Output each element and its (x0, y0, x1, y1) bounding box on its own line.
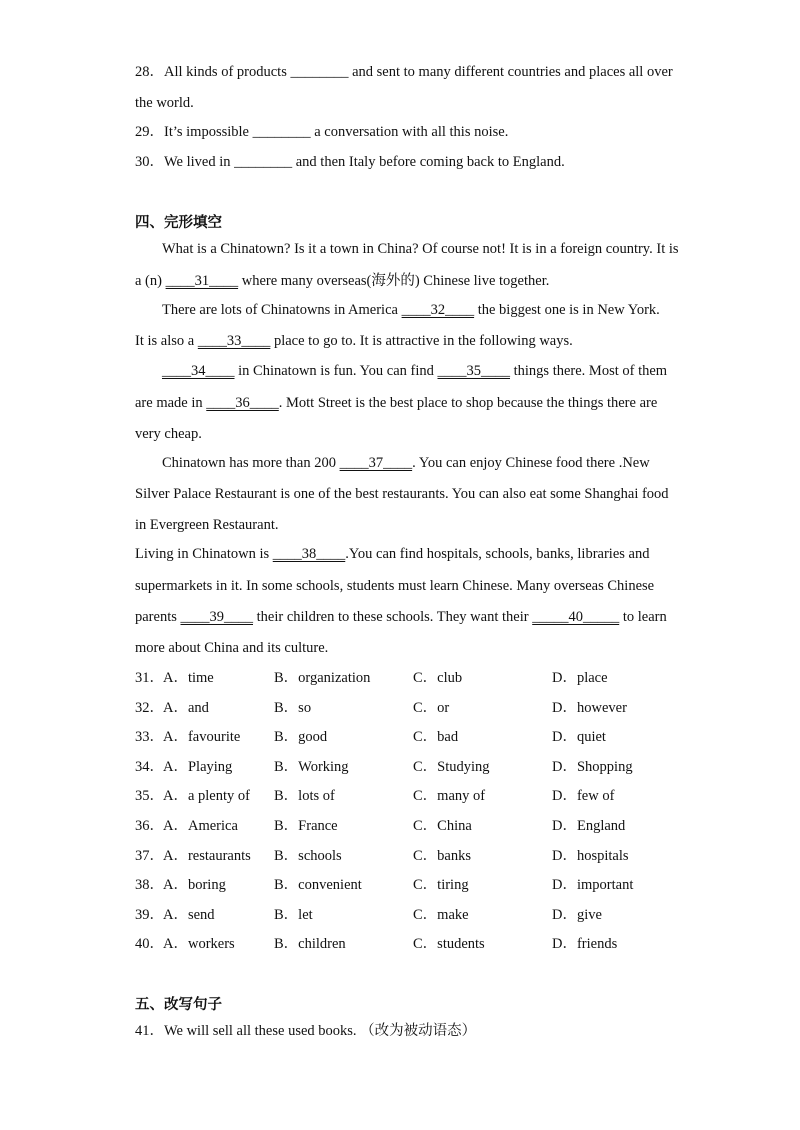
option-a: A．time (163, 670, 214, 686)
blank-34: ____34____ (162, 363, 235, 379)
option-a: A．a plenty of (163, 788, 250, 804)
option-a: A．and (163, 700, 209, 716)
option-d: D．however (552, 700, 627, 716)
text-segment: in Chinatown is fun. You can find (234, 363, 438, 379)
blank-32: ____32____ (401, 302, 475, 318)
question-number: 40． (135, 936, 164, 952)
option-row (135, 934, 695, 954)
option-c: C．tiring (413, 877, 469, 893)
option-c: C．make (413, 907, 469, 923)
passage-p4-line3: in Evergreen Restaurant. (135, 517, 279, 533)
question-29: 29．It’s impossible ________ a conversation with all this noise. (135, 124, 509, 140)
text-segment: are made in (135, 395, 207, 411)
option-c: C．banks (413, 848, 471, 864)
question-number: 36． (135, 818, 164, 834)
passage-p3-line2 (135, 393, 675, 413)
option-d: D．few of (552, 788, 615, 804)
passage-p4-line2: Silver Palace Restaurant is one of the best restaurants. You can also eat some Shanghai food (135, 486, 669, 502)
option-row (135, 816, 695, 836)
option-c: C．bad (413, 729, 459, 745)
option-d: D．place (552, 670, 608, 686)
blank-37: ____37____ (339, 455, 413, 471)
option-a: A．workers (163, 936, 235, 952)
passage-p3-line1 (162, 361, 702, 381)
blank-31: ____31____ (165, 273, 239, 289)
option-b: B．let (274, 907, 313, 923)
text-segment: Chinatown has more than 200 (162, 455, 340, 471)
text-segment: . You can enjoy Chinese food there .New (412, 455, 650, 471)
option-b: B．organization (274, 670, 371, 686)
blank-39: ____39____ (180, 609, 253, 625)
option-row (135, 757, 695, 777)
option-row (135, 727, 695, 747)
passage-p1-line2 (135, 271, 675, 291)
passage-p1-line1: What is a Chinatown? Is it a town in China? Of course not! It is in a foreign country. It is (162, 241, 679, 257)
option-b: B．Working (274, 759, 349, 775)
option-a: A．America (163, 818, 238, 834)
text-segment: things there. Most of them (510, 363, 668, 379)
option-row (135, 905, 695, 925)
option-a: A．Playing (163, 759, 233, 775)
option-d: D．hospitals (552, 848, 629, 864)
passage-p5-line3 (135, 607, 675, 627)
question-28-line2: the world. (135, 95, 194, 111)
passage-p2-line1 (162, 300, 702, 320)
text-segment: There are lots of Chinatowns in America (162, 302, 402, 318)
question-41: 41．We will sell all these used books. （改为被动语态） (135, 1023, 477, 1039)
text-segment: Living in Chinatown is (135, 546, 273, 562)
option-d: D．Shopping (552, 759, 633, 775)
option-a: A．restaurants (163, 848, 251, 864)
text-segment: place to go to. It is attractive in the following ways. (270, 333, 573, 349)
question-number: 35． (135, 788, 164, 804)
option-b: B．good (274, 729, 328, 745)
question-number: 37． (135, 848, 164, 864)
option-row (135, 875, 695, 895)
option-a: A．favourite (163, 729, 241, 745)
blank-35: ____35____ (437, 363, 510, 379)
question-number: 34． (135, 759, 164, 775)
option-d: D．quiet (552, 729, 606, 745)
text-segment: It is also a (135, 333, 198, 349)
question-number: 38． (135, 877, 164, 893)
option-b: B．lots of (274, 788, 335, 804)
option-row (135, 698, 695, 718)
option-c: C．Studying (413, 759, 490, 775)
option-b: B．so (274, 700, 312, 716)
text-segment: to learn (619, 609, 667, 625)
option-row (135, 668, 695, 688)
text-segment: where many overseas(海外的) Chinese live together. (238, 273, 550, 289)
option-c: C．China (413, 818, 472, 834)
passage-p2-line2 (135, 331, 675, 351)
question-28-line1: 28．All kinds of products ________ and sent to many different countries and places all over (135, 64, 673, 80)
blank-36: ____36____ (206, 395, 279, 411)
question-number: 32． (135, 700, 164, 716)
passage-p5-line1 (135, 544, 675, 564)
blank-38: ____38____ (272, 546, 346, 562)
option-c: C．or (413, 700, 450, 716)
question-number: 31． (135, 670, 164, 686)
option-a: A．boring (163, 877, 226, 893)
option-c: C．club (413, 670, 463, 686)
passage-p5-line2: supermarkets in it. In some schools, students must learn Chinese. Many overseas Chinese (135, 578, 655, 594)
option-d: D．friends (552, 936, 618, 952)
option-b: B．convenient (274, 877, 362, 893)
section-4-title: 四、完形填空 (135, 215, 222, 231)
option-d: D．important (552, 877, 634, 893)
option-b: B．France (274, 818, 338, 834)
blank-40: _____40_____ (532, 609, 620, 625)
option-row (135, 846, 695, 866)
question-number: 33． (135, 729, 164, 745)
question-30: 30．We lived in ________ and then Italy before coming back to England. (135, 154, 565, 170)
section-5-title: 五、改写句子 (135, 997, 222, 1013)
blank-33: ____33____ (197, 333, 271, 349)
option-b: B．children (274, 936, 346, 952)
passage-p5-line4: more about China and its culture. (135, 640, 329, 656)
option-d: D．England (552, 818, 626, 834)
text-segment: parents (135, 609, 181, 625)
text-segment: the biggest one is in New York. (474, 302, 660, 318)
passage-p4-line1 (162, 453, 702, 473)
text-segment: their children to these schools. They want their (253, 609, 533, 625)
option-row (135, 786, 695, 806)
text-segment: . Mott Street is the best place to shop because the things there are (278, 395, 658, 411)
text-segment: a (n) (135, 273, 166, 289)
option-c: C．many of (413, 788, 486, 804)
option-d: D．give (552, 907, 602, 923)
passage-p3-line3: very cheap. (135, 426, 202, 442)
question-number: 39． (135, 907, 164, 923)
option-a: A．send (163, 907, 215, 923)
option-c: C．students (413, 936, 485, 952)
text-segment: .You can find hospitals, schools, banks, libraries and (345, 546, 650, 562)
option-b: B．schools (274, 848, 342, 864)
